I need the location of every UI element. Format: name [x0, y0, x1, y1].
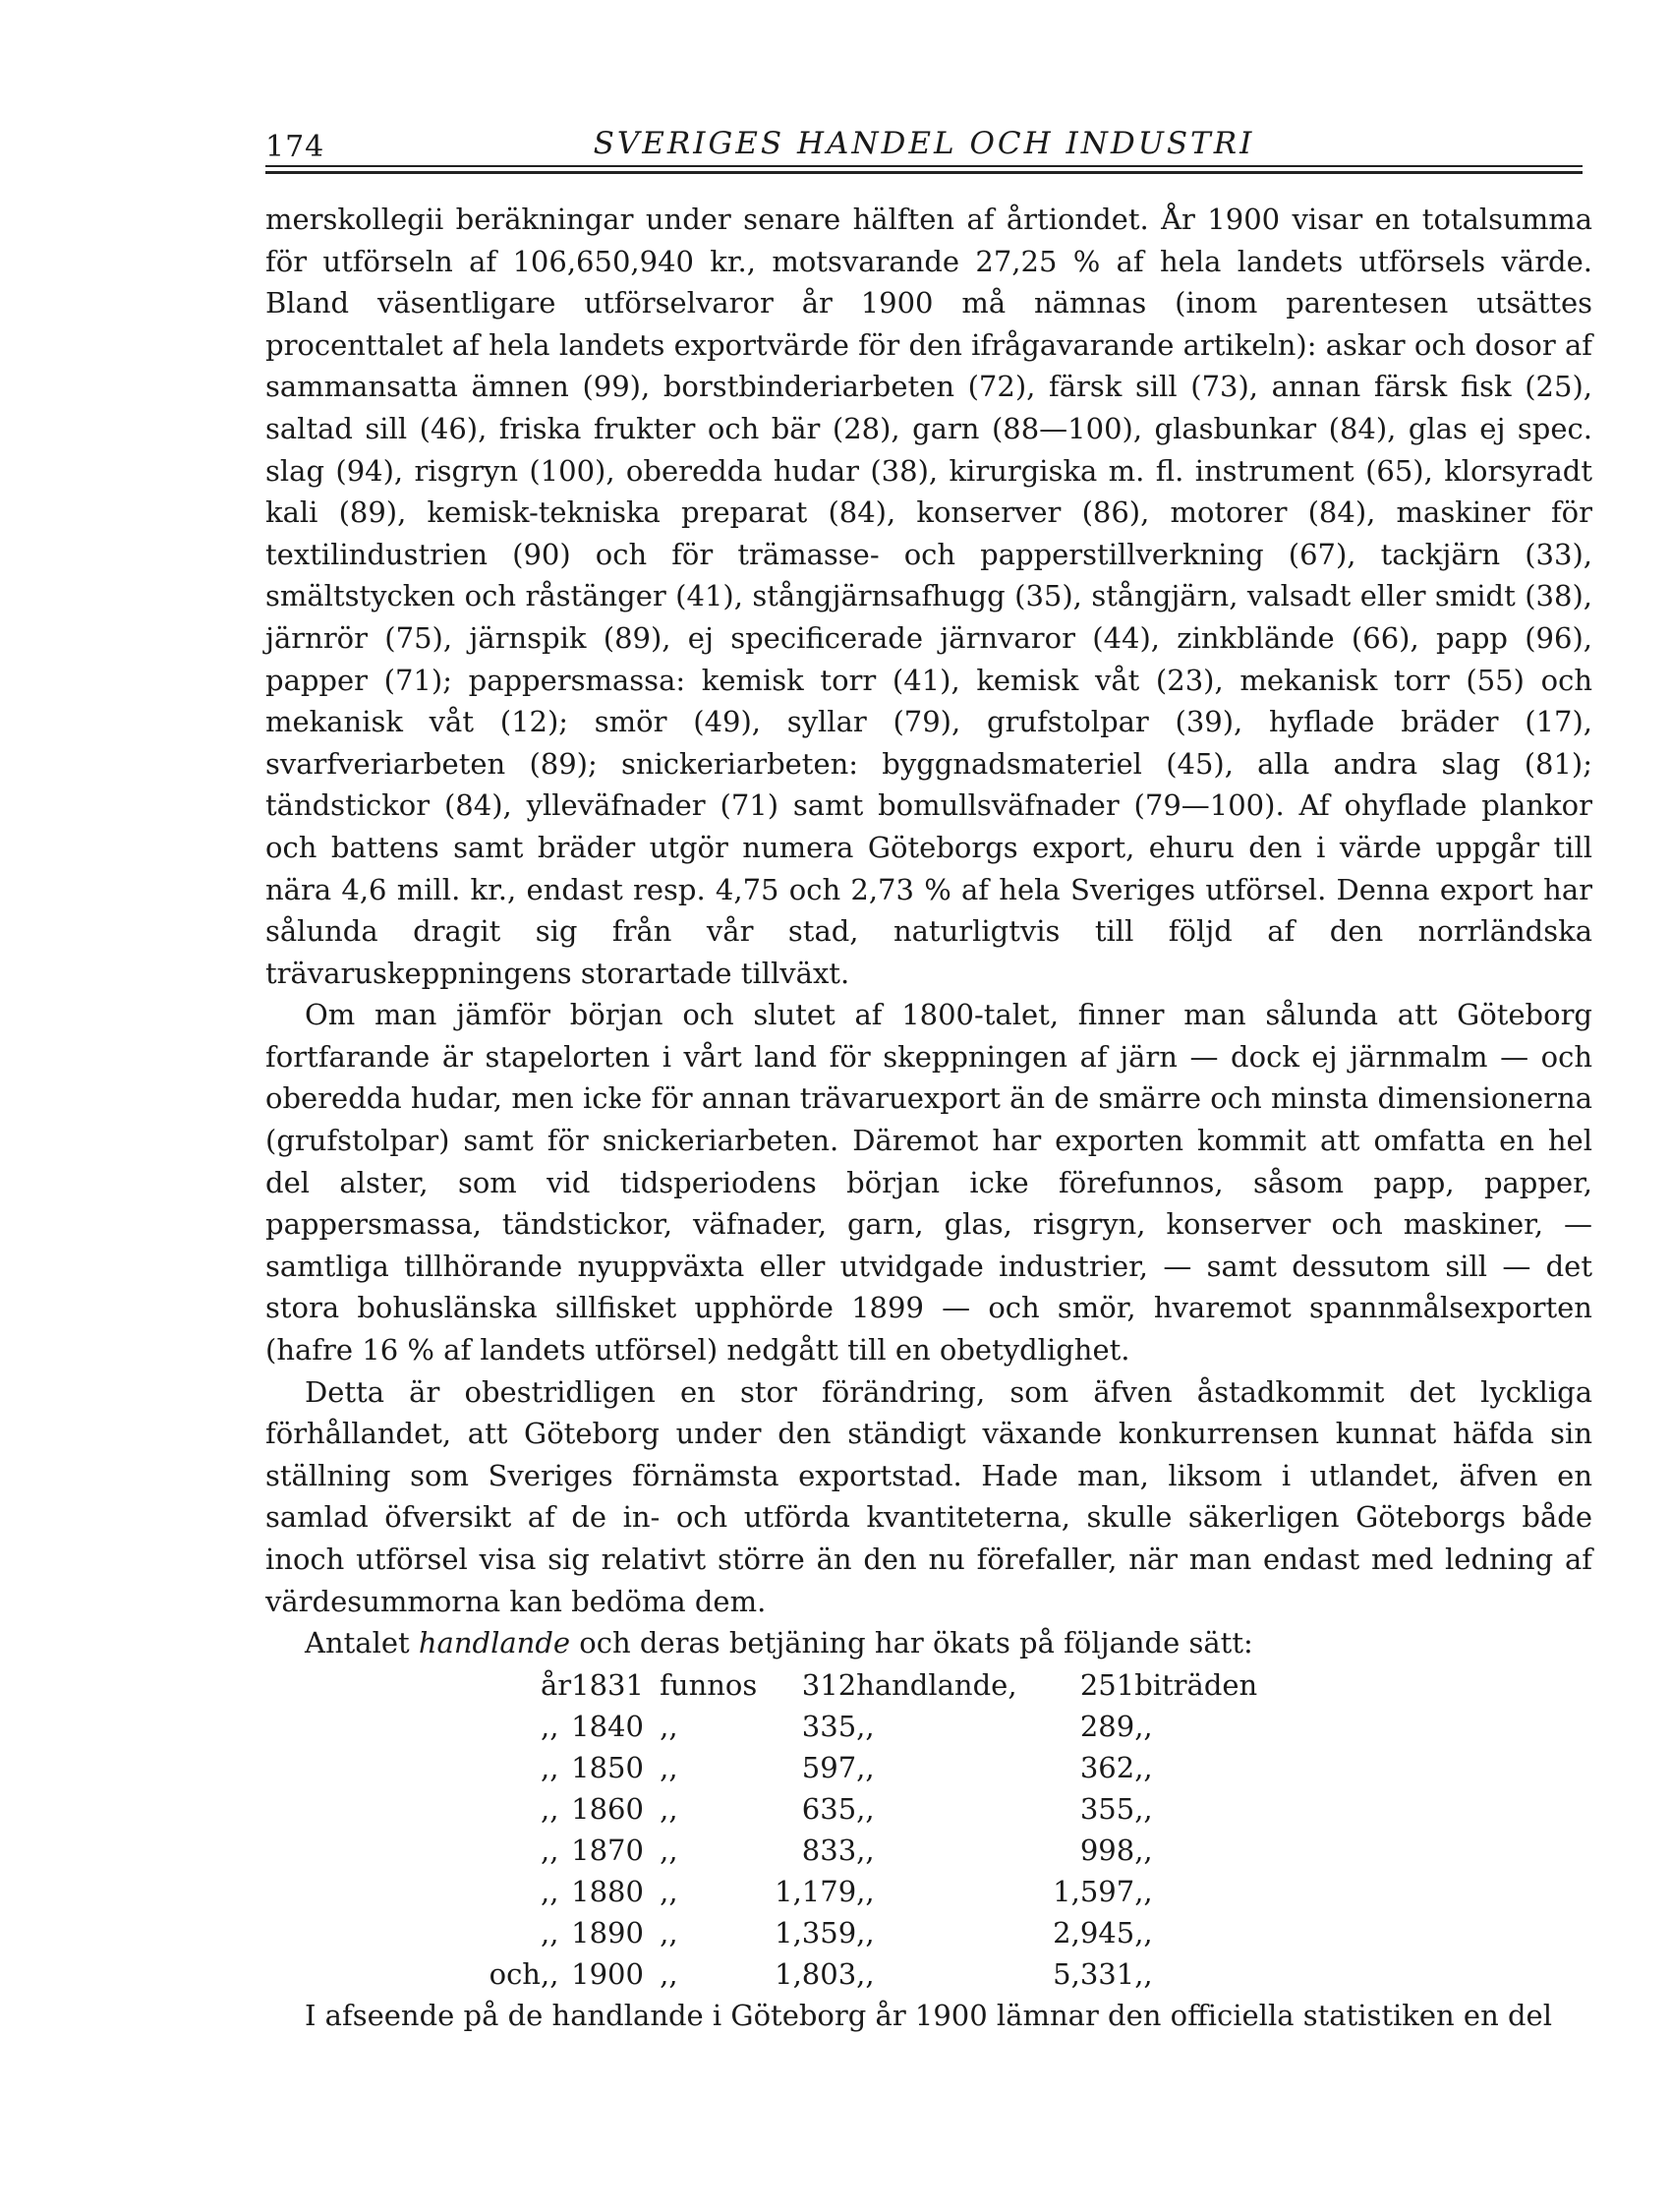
row-handlande-label: ,,	[856, 1791, 875, 1826]
header-rule-thick	[265, 171, 1583, 174]
row-handlande-label: ,,	[856, 1915, 875, 1950]
paragraph-final-line: I afseende på de handlande i Göteborg år 1900 lämnar den officiella statistiken en del	[305, 1998, 1552, 2032]
row-verb: ,,	[660, 1709, 678, 1743]
row-year: 1900	[571, 1956, 644, 1991]
row-handlande-label: ,,	[856, 1874, 875, 1908]
row-bitraden-count: 998	[1079, 1833, 1135, 1867]
row-bitraden-label: ,,	[1134, 1915, 1153, 1950]
row-prefix	[462, 1912, 541, 1953]
body-text	[265, 199, 1592, 2036]
merchants-table	[462, 1664, 1272, 1995]
row-year: 1831	[571, 1667, 644, 1702]
row-bitraden-count: 5,331	[1053, 1956, 1135, 1991]
row-prefix: och	[489, 1956, 541, 1991]
row-handlande-label: ,,	[856, 1750, 875, 1784]
row-handlande-count: 635	[801, 1791, 857, 1826]
row-handlande-count: 833	[801, 1833, 857, 1867]
row-verb: ,,	[660, 1833, 678, 1867]
paragraph-conclusion: Detta är obestridligen en stor förändring, som äfven åstadkommit det lyckliga förhållandet, att Göteborg under den ständigt växande konkurrensen kunnat häfda sin ställning som Sveriges förnämsta exportstad. Hade man, liksom i utlandet, äfven en samlad öfversikt af de in- och utförda kvantiteterna, skulle säkerligen Göteborgs både inoch utförsel visa sig relativt större än den nu förefaller, när man endast med ledning af värdesummorna kan bedöma dem.	[265, 1374, 1592, 1618]
row-mark: ,,	[541, 1709, 559, 1743]
row-verb: ,,	[660, 1750, 678, 1784]
running-title: SVERIGES HANDEL OCH INDUSTRI	[593, 126, 1255, 161]
row-mark: år	[541, 1667, 572, 1702]
row-year: 1840	[571, 1709, 644, 1743]
row-handlande-count: 1,179	[775, 1874, 857, 1908]
row-bitraden-label: ,,	[1134, 1791, 1153, 1826]
row-verb: ,,	[660, 1956, 678, 1991]
table-row	[462, 1664, 1272, 1706]
page-number: 174	[265, 130, 325, 164]
row-verb: ,,	[660, 1874, 678, 1908]
row-handlande-count: 1,359	[775, 1915, 857, 1950]
row-bitraden-label: biträden	[1134, 1667, 1258, 1702]
row-bitraden-count: 2,945	[1053, 1915, 1135, 1950]
row-mark: ,,	[541, 1791, 559, 1826]
table-row	[462, 1871, 1272, 1912]
page-header	[265, 126, 1583, 165]
row-handlande-count: 335	[801, 1709, 857, 1743]
row-verb: ,,	[660, 1791, 678, 1826]
table-row	[462, 1912, 1272, 1953]
row-prefix	[462, 1871, 541, 1912]
row-mark: ,,	[541, 1956, 559, 1991]
row-bitraden-count: 355	[1079, 1791, 1135, 1826]
merchants-table-body	[462, 1664, 1272, 1995]
stat-intro-emphasis: handlande	[418, 1626, 571, 1660]
row-year: 1880	[571, 1874, 644, 1908]
row-bitraden-count: 1,597	[1053, 1874, 1135, 1908]
row-verb: ,,	[660, 1915, 678, 1950]
paragraph-comparison: Om man jämför början och slutet af 1800-talet, finner man sålunda att Göteborg fortfarande är stapelorten i vårt land för skeppningen af järn — dock ej järnmalm — och oberedda hudar, men icke för annan trävaruexport än de smärre och minsta dimensionerna (grufstolpar) samt för snickeriarbeten. Däremot har exporten kommit att omfatta en hel del alster, som vid tidsperiodens början icke förefunnos, såsom papp, papper, pappersmassa, tändstickor, väfnader, garn, glas, risgryn, konserver och maskiner, — samtliga tillhörande nyuppväxta eller utvidgade industrier, — samt dessutom sill — det stora bohuslänska sillfisket upphörde 1899 — och smör, hvaremot spannmålsexporten (hafre 16 % af landets utförsel) nedgått till en obetydlighet.	[265, 998, 1592, 1368]
row-handlande-label: ,,	[856, 1709, 875, 1743]
stat-intro-before: Antalet	[305, 1626, 419, 1660]
row-mark: ,,	[541, 1915, 559, 1950]
row-verb: funnos	[660, 1667, 758, 1702]
row-bitraden-label: ,,	[1134, 1874, 1153, 1908]
row-mark: ,,	[541, 1874, 559, 1908]
row-handlande-count: 312	[801, 1667, 857, 1702]
row-bitraden-count: 251	[1079, 1667, 1135, 1702]
table-row	[462, 1830, 1272, 1871]
row-year: 1860	[571, 1791, 644, 1826]
row-prefix	[462, 1788, 541, 1830]
table-row	[462, 1953, 1272, 1995]
row-handlande-label: ,,	[856, 1833, 875, 1867]
row-bitraden-label: ,,	[1134, 1750, 1153, 1784]
row-bitraden-label: ,,	[1134, 1709, 1153, 1743]
paragraph-exports-1900: merskollegii beräkningar under senare hälften af årtiondet. År 1900 visar en totalsumma för utförseln af 106,650,940 kr., motsvarande 27,25 % af hela landets utförsels värde. Bland väsentligare utförselvaror år 1900 må nämnas (inom parentesen utsättes procenttalet af hela landets exportvärde för den ifrågavarande artikeln): askar och dosor af sammansatta ämnen (99), borstbinderiarbeten (72), färsk sill (73), annan färsk fisk (25), saltad sill (46), friska frukter och bär (28), garn (88—100), glasbunkar (84), glas ej spec. slag (94), risgryn (100), oberedda hudar (38), kirurgiska m. fl. instrument (65), klorsyradt kali (89), kemisk-tekniska preparat (84), konserver (86), motorer (84), maskiner för textilindustrien (90) och för trämasse- och papperstillverkning (67), tackjärn (33), smältstycken och råstänger (41), stångjärnsafhugg (35), stångjärn, valsadt eller smidt (38), järnrör (75), järnspik (89), ej specificerade järnvaror (44), zinkblände (66), papp (96), papper (71); pappersmassa: kemisk torr (41), kemisk våt (23), mekanisk torr (55) och mekanisk våt (12); smör (49), syllar (79), grufstolpar (39), hyflade bräder (17), svarfveriarbeten (89); snickeriarbeten: byggnadsmateriel (45), alla andra slag (81); tändstickor (84), ylleväfnader (71) samt bomullsväfnader (79—100). Af ohyflade plankor och battens samt bräder utgör numera Göteborgs export, ehuru den i värde uppgår till nära 4,6 mill. kr., endast resp. 4,75 och 2,73 % af hela Sveriges utförsel. Denna export har sålunda dragit sig från vår stad, naturligtvis till följd af den norrländska trävaruskeppningens storartade tillväxt.	[265, 203, 1592, 990]
row-bitraden-label: ,,	[1134, 1833, 1153, 1867]
row-prefix	[462, 1747, 541, 1788]
row-bitraden-label: ,,	[1134, 1956, 1153, 1991]
row-year: 1850	[571, 1750, 644, 1784]
row-handlande-label: handlande,	[856, 1667, 1017, 1702]
row-prefix	[462, 1706, 541, 1747]
row-handlande-label: ,,	[856, 1956, 875, 1991]
stat-intro-after: och deras betjäning har ökats på följande sätt:	[570, 1626, 1253, 1660]
row-prefix	[462, 1664, 541, 1706]
row-year: 1870	[571, 1833, 644, 1867]
row-bitraden-count: 289	[1079, 1709, 1135, 1743]
row-prefix	[462, 1830, 541, 1871]
paragraph-stat-intro	[265, 1622, 1592, 1664]
row-bitraden-count: 362	[1079, 1750, 1135, 1784]
row-year: 1890	[571, 1915, 644, 1950]
table-row	[462, 1747, 1272, 1788]
header-rule-thin	[265, 165, 1583, 167]
table-row	[462, 1706, 1272, 1747]
row-mark: ,,	[541, 1833, 559, 1867]
row-handlande-count: 1,803	[775, 1956, 857, 1991]
table-row	[462, 1788, 1272, 1830]
row-handlande-count: 597	[801, 1750, 857, 1784]
row-mark: ,,	[541, 1750, 559, 1784]
